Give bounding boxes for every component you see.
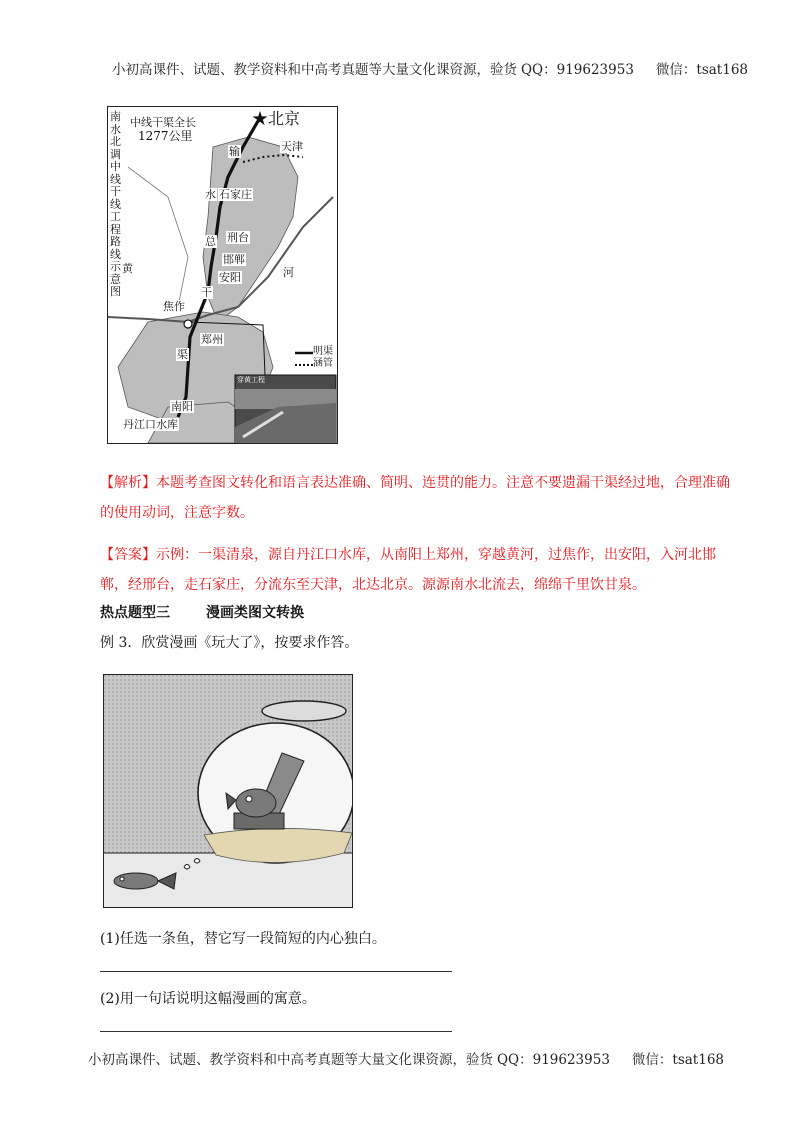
map-place-nanyang: 南阳: [171, 400, 193, 413]
section-title: 漫画类图文转换: [206, 605, 304, 621]
map-label-shu: 输: [229, 145, 240, 158]
header-text: 小初高课件、试题、教学资料和中高考真题等大量文化课资源，验货: [111, 62, 517, 78]
map-title: 南水北调中线干线工程路线示意图: [110, 110, 121, 298]
question-2: (2)用一句话说明这幅漫画的寓意。: [100, 991, 316, 1007]
analysis-tag: 【解析】: [100, 475, 156, 491]
inset-caption: 穿黄工程: [237, 376, 265, 384]
example-prompt: 例 3．欣赏漫画《玩大了》，按要求作答。: [100, 635, 359, 651]
analysis-paragraph: [100, 468, 740, 528]
footer-qq: QQ：919623953: [496, 1052, 610, 1068]
map-label-qu: 渠: [177, 348, 188, 361]
map-length-value: 1277公里: [138, 129, 193, 143]
analysis-text: 本题考查图文转化和语言表达准确、简明、连贯的能力。注意不要遗漏干渠经过地，合理准确的使用动词，注意字数。: [100, 475, 730, 521]
answer-line-1[interactable]: [100, 971, 452, 972]
map-place-anyang: 安阳: [219, 271, 241, 284]
section-heading: [100, 602, 304, 622]
question-1: (1)任选一条鱼，替它写一段简短的内心独白。: [100, 931, 386, 947]
answer-tag: 【答案】: [100, 547, 156, 563]
section-label: 热点题型三: [100, 605, 170, 621]
map-place-shijiazhuang: 石家庄: [219, 188, 252, 201]
map-place-xingtai: 刑台: [227, 231, 249, 244]
answer-text: 示例：一渠清泉，源自丹江口水库，从南阳上郑州，穿越黄河，过焦作，出安阳，入河北邯郸，经邢台，走石家庄，分流东至天津，北达北京。源源南水北流去，绵绵千里饮甘泉。: [100, 547, 716, 593]
header-wechat: 微信：tsat168: [655, 62, 749, 78]
route-map-figure: [107, 106, 338, 444]
page-header: [30, 58, 800, 78]
map-label-he: 河: [283, 266, 294, 279]
header-qq: QQ：919623953: [520, 62, 634, 78]
answer-paragraph: [100, 540, 740, 600]
footer-wechat: 微信：tsat168: [631, 1052, 725, 1068]
map-length-label: 中线干渠全长: [130, 116, 196, 129]
map-label-zong: 总: [205, 235, 216, 248]
map-label-huang: 黄: [122, 262, 133, 275]
map-label-shui: 水: [205, 188, 216, 201]
map-place-handan: 邯郸: [223, 253, 245, 266]
map-place-zhengzhou: 郑州: [201, 333, 223, 346]
footer-text: 小初高课件、试题、教学资料和中高考真题等大量文化课资源，验货: [87, 1052, 493, 1068]
map-label-gan: 干: [201, 286, 212, 299]
map-place-tianjin: 天津: [281, 140, 303, 153]
answer-line-2[interactable]: [100, 1031, 452, 1032]
map-place-jiaozuo: 焦作: [163, 300, 185, 313]
cartoon-drawing: [104, 675, 352, 907]
page-footer: [6, 1048, 800, 1068]
legend-culvert: 涵管: [313, 358, 333, 369]
legend-open-channel: 明渠: [313, 346, 333, 357]
cartoon-illustration: [103, 674, 353, 908]
map-place-beijing: ★北京: [252, 109, 301, 128]
map-place-danjiangkou: 丹江口水库: [123, 418, 178, 431]
